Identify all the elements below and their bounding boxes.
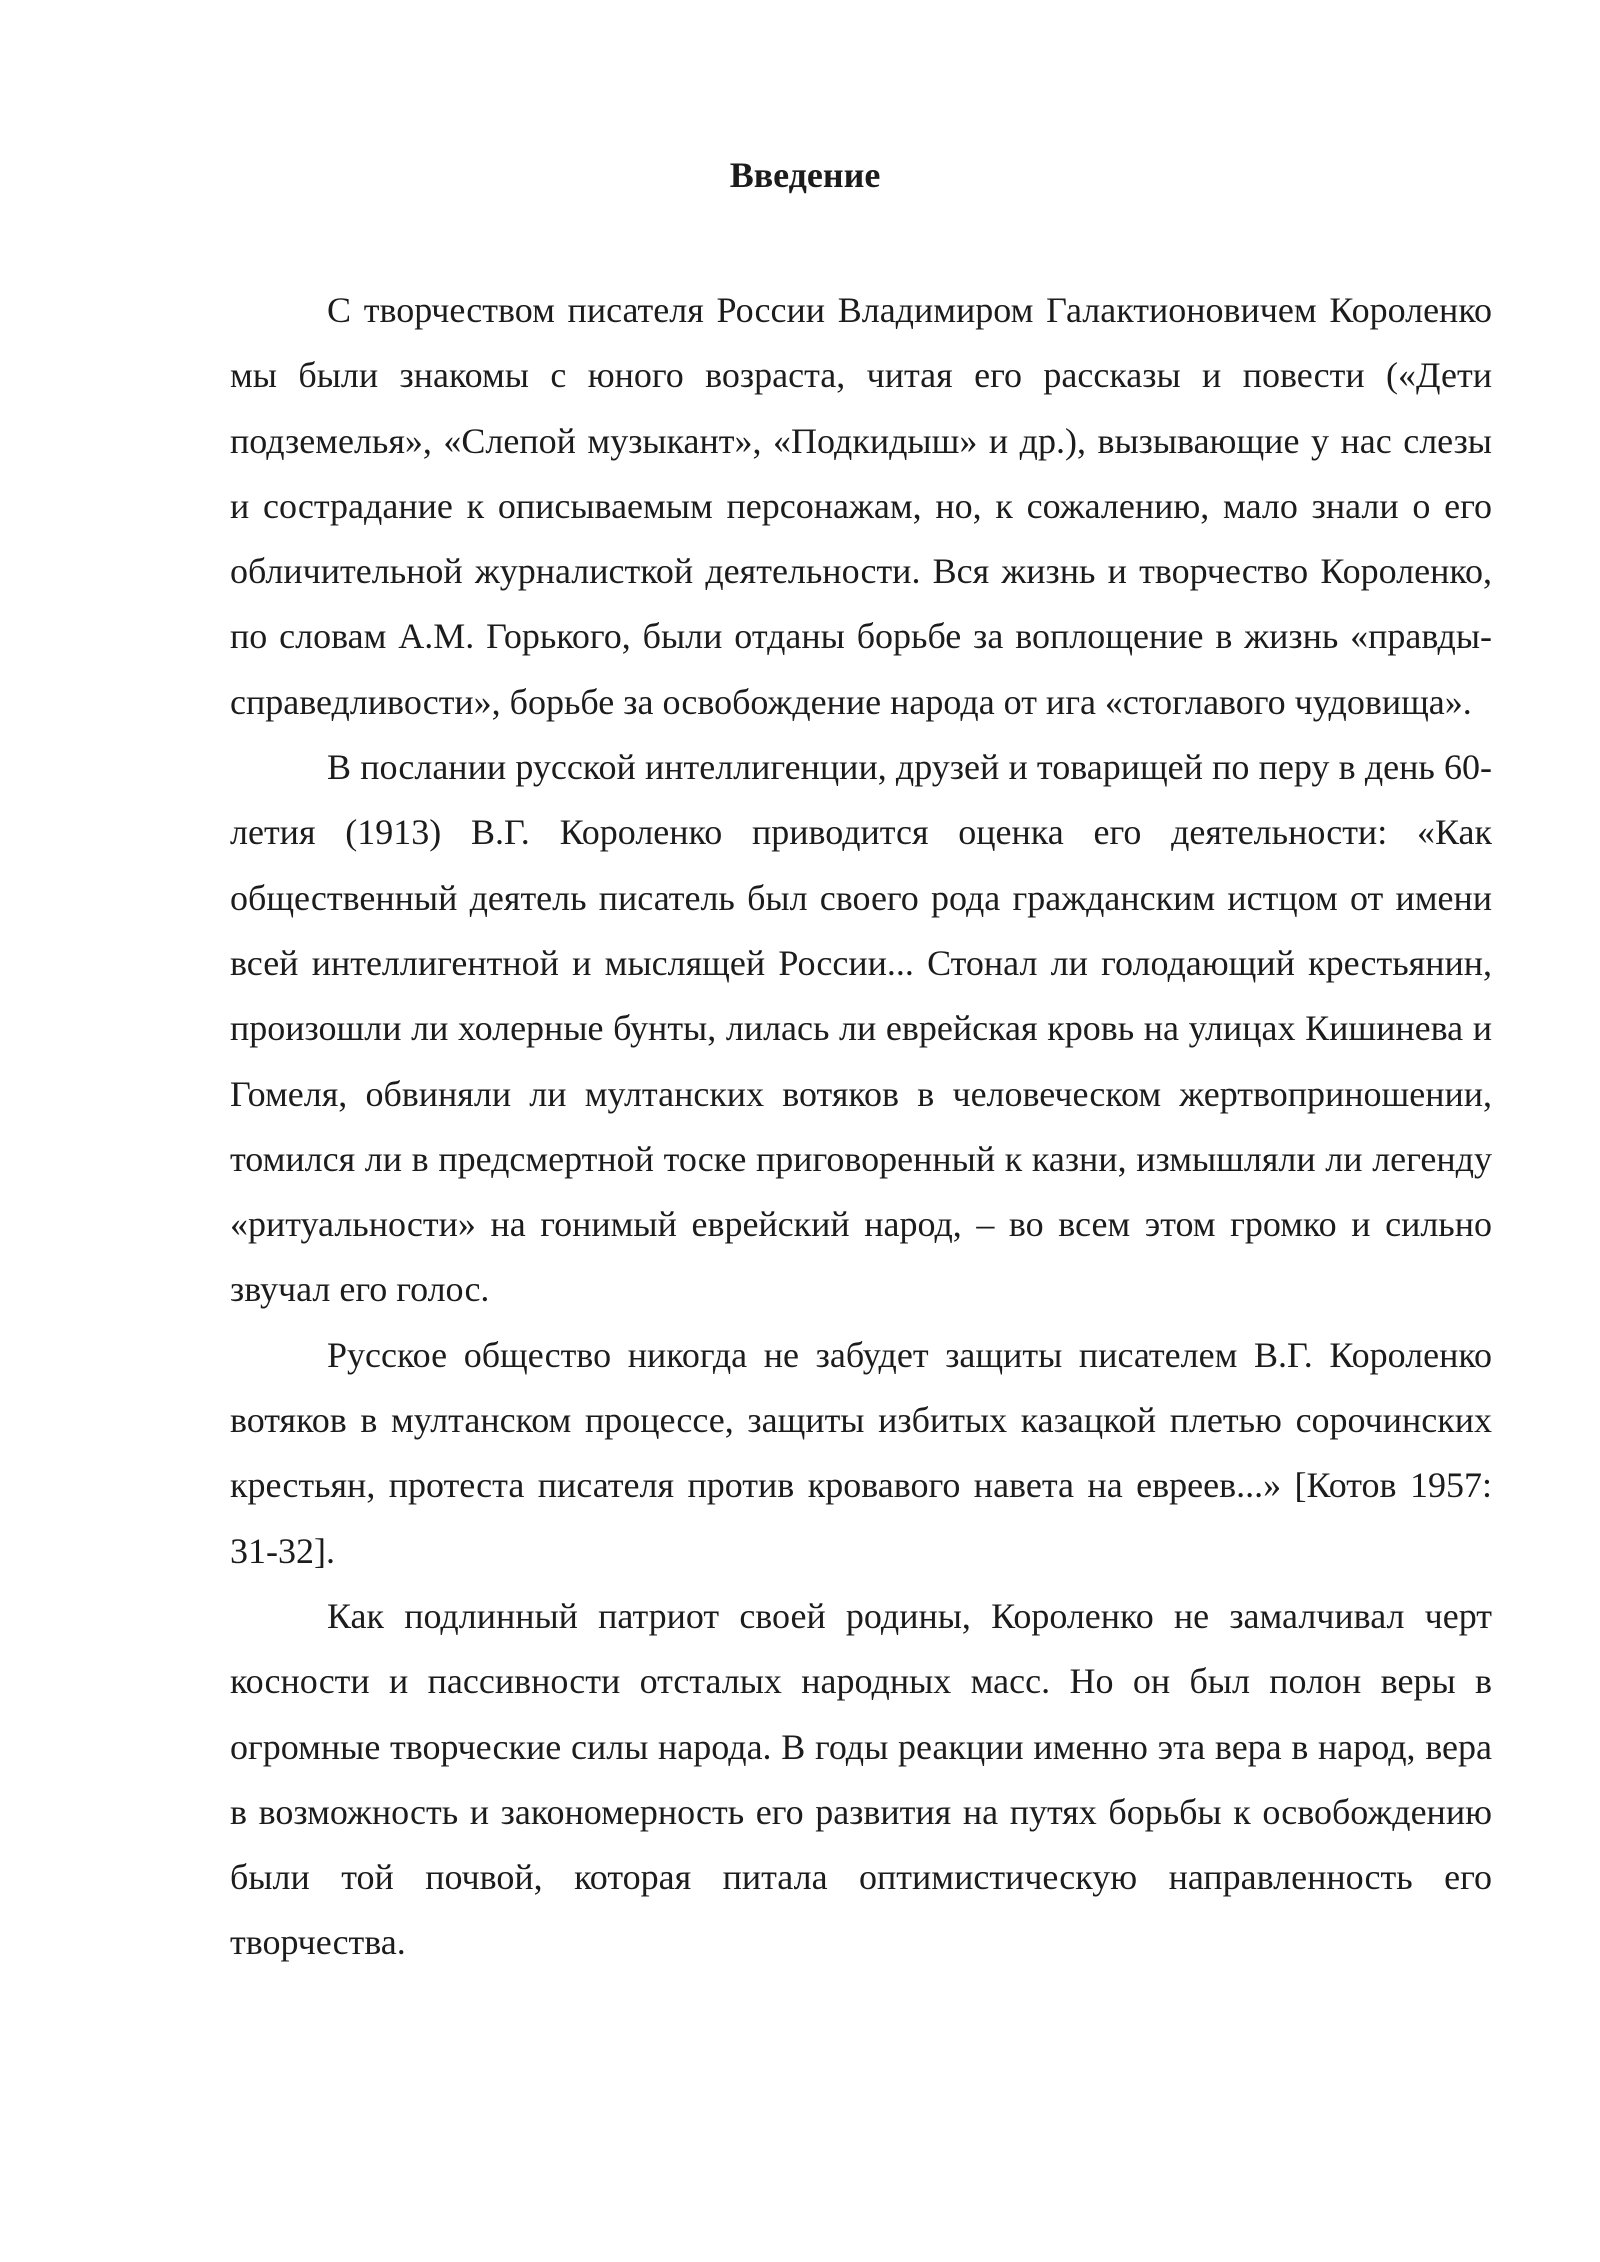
paragraph: С творчеством писателя России Владимиром Галактионовичем Короленко мы были знакомы с юного возраста, читая его рассказы и повести («Дети подземелья», «Слепой музыкант», «Подкидыш» и др.), вызывающие у нас слезы и сострадание к описываемым персонажам, но, к сожалению, мало знали о его обличительной журналисткой деятельности. Вся жизнь и творчество Короленко, по словам А.М. Горького, были отданы борьбе за воплощение в жизнь «правды-справедливости», борьбе за освобождение народа от ига «стоглавого чудовища». [230, 290, 1492, 722]
section-heading: Введение [729, 155, 881, 195]
paragraph: Русское общество никогда не забудет защиты писателем В.Г. Короленко вотяков в мултанском процессе, защиты избитых казацкой плетью сорочинских крестьян, протеста писателя против кровавого навета на евреев...» [Котов 1957: 31-32]. [230, 1334, 1492, 1571]
paragraph: Как подлинный патриот своей родины, Короленко не замалчивал черт косности и пассивности отсталых народных масс. Но он был полон веры в огромные творческие силы народа. В годы реакции именно эта вера в народ, вера в возможность и закономерность его развития на путях борьбы к освобождению были той почвой, которая питала оптимистическую направленность его творчества. [230, 1595, 1492, 1963]
paragraph: В послании русской интеллигенции, друзей и товарищей по перу в день 60-летия (1913) В.Г. Короленко приводится оценка его деятельности: «Как общественный деятель писатель был своего рода гражданским истцом от имени всей интеллигентной и мыслящей России... Стонал ли голодающий крестьянин, произошли ли холерные бунты, лилась ли еврейская кровь на улицах Кишинева и Гомеля, обвиняли ли мултанских вотяков в человеческом жертвоприношении, томился ли в предсмертной тоске приговоренный к казни, измышляли ли легенду «ритуальности» на гонимый еврейский народ, – во всем этом громко и сильно звучал его голос. [230, 747, 1492, 1310]
body-text [230, 278, 1492, 1976]
